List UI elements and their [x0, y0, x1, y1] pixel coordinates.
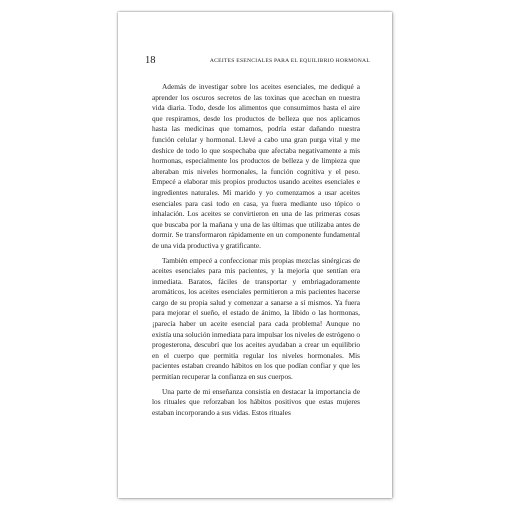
paragraph: También empecé a confeccionar mis propias mezclas sinérgicas de aceites esenciales para mis pacientes, y la mejoría que sentían era inmediata. Baratos, fáciles de transportar y embriagadoramente aromáticos, los aceites esenciales permitieron a mis pacientes hacerse cargo de su propia salud y comenzar a sanarse a sí mismos. Ya fuera para mejorar el sueño, el estado de ánimo, la libido o las hormonas, ¡parecía haber un aceite esencial para cada problema! Aunque no existía una solución inmediata para impulsar los niveles de estrógeno o progesterona, descubrí que los aceites ayudaban a crear un equilibrio en el cuerpo que permitía regular los niveles hormonales. Mis pacientes estaban creando hábitos en los que podían confiar y que les permitían recuperar la confianza en sus cuerpos. — [152, 255, 360, 382]
running-head — [145, 54, 370, 68]
running-title: ACEITES ESENCIALES PARA EL EQUILIBRIO HORMONAL — [209, 58, 370, 64]
page-number: 18 — [145, 55, 156, 66]
paragraph: Además de investigar sobre los aceites esenciales, me dediqué a aprender los oscuros secretos de las toxinas que acechan en nuestra vida diaria. Todo, desde los alimentos que consumimos hasta el aire que respiramos, desde los productos de belleza que nos aplicamos hasta las medicinas que tomamos, podría estar dañando nuestra función celular y hormonal. Llevé a cabo una gran purga vital y me deshice de todo lo que sospechaba que afectaba negativamente a mis hormonas, especialmente los productos de belleza y de limpieza que alteraban mis niveles hormonales, la función cognitiva y el peso. Empecé a elaborar mis propios productos usando aceites esenciales e ingredientes naturales. Mi marido y yo comenzamos a usar aceites esenciales para casi todo en casa, ya fuera mediante uso tópico o inhalación. Los aceites se convirtieron en una de las primeras cosas que buscaba por la mañana y una de las últimas que utilizaba antes de dormir. Se transformaron rápidamente en un componente fundamental de una vida productiva y gratificante. — [152, 82, 360, 250]
book-page — [118, 12, 392, 498]
body-text — [152, 82, 360, 422]
paragraph: Una parte de mi enseñanza consistía en destacar la importancia de los rituales que reforzaban los hábitos positivos que estas mujeres estaban incorporando a sus vidas. Estos rituales — [152, 386, 360, 417]
